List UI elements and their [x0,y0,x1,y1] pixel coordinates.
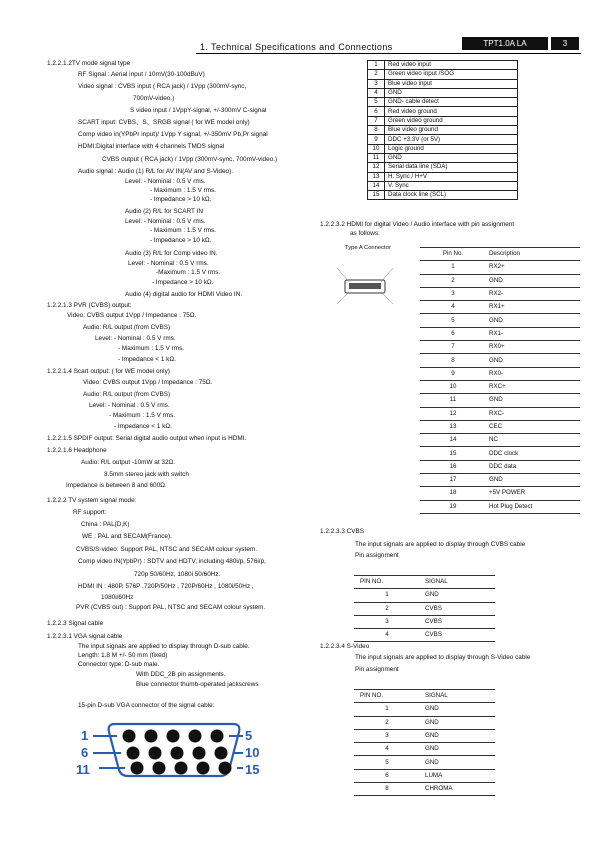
spec-line: CVBS output ( RCA jack) / 1Vpp (300mV-sync, 700mV-video.) [102,156,278,163]
spec-line: Audio (2) R/L for SCART IN [125,208,204,215]
spec-line: - Impedance > 10 kΩ. [150,237,212,244]
vga-label-1: 1 [81,728,89,743]
table-row [354,729,495,742]
pin-signal: CVBS [420,602,495,615]
pin-number: 9 [368,135,385,144]
pin-number: 1 [368,61,385,70]
pin-signal: Logic ground [385,144,518,153]
pin-signal: RXC+ [486,380,580,393]
vga-pin-15 [219,762,232,775]
pin-number: 7 [420,341,486,354]
table-row [420,460,580,473]
spec-line: HDMI:Digital interface with 4 channels TMDS signal [78,143,225,150]
cvbs-text: The input signals are applied to display through CVBS cable [355,541,526,548]
pin-signal: GND [420,703,495,716]
spec-line: Connector type: D-sub male. [78,661,160,668]
pin-number: 10 [368,144,385,153]
spec-line: - Impedance > 10 kΩ. [152,279,214,286]
pin-number: 17 [420,474,486,487]
pin-signal: GND [385,153,518,162]
pin-signal: CVBS [420,615,495,628]
spec-line: - Maximum : 1.5 V rms. [150,187,217,194]
pin-number: 6 [368,107,385,116]
pin-signal: DDC +3.3V (or 5V) [385,135,518,144]
spec-line: Video: CVBS output 1Vpp / Impedance : 75Ω. [67,312,197,319]
table-row [420,367,580,380]
pin-number: 14 [368,181,385,190]
pin-number: 4 [354,629,420,642]
page-number: 3 [551,37,579,50]
table-row [420,500,580,513]
vga-pin-4 [189,730,202,743]
table-row [354,783,495,796]
vga-pin-6 [127,747,140,760]
pin-signal: Blue video ground [385,126,518,135]
pin-number: 18 [420,487,486,500]
table-row [354,743,495,756]
pin-number: 19 [420,500,486,513]
spec-line: -Maximum : 1.5 V rms. [156,269,221,276]
table-row [368,70,518,79]
pin-number: 3 [368,79,385,88]
spec-line: Level: - Nominal : 0.5 V rms. [89,402,170,409]
model-badge: TPT1.0A LA [462,37,548,50]
pin-signal: GND [420,756,495,769]
spec-line: With DDC_2B pin assignments. [136,671,226,678]
hdmi-connector-diagram [325,254,405,310]
pin-signal: CEC [486,420,580,433]
table-row [420,261,580,274]
table-row [368,172,518,181]
pin-number: 7 [368,116,385,125]
spec-line: Comp video in(YPbPr input)/ 1Vpp Y signal, +/-350mV Pb,Pr signal [78,131,268,138]
pin-number: 6 [354,769,420,782]
table-row [420,354,580,367]
spec-line: Audio (3) R/L for Comp video IN. [125,250,218,257]
pin-number: 10 [420,380,486,393]
pin-number: 11 [368,153,385,162]
pin-number: 1 [420,261,486,274]
hdmi-connector-label: Type A Connector [345,245,391,251]
svideo-heading: 1.2.2.3.4 S-Video [320,643,370,650]
spec-line: Video signal : CVBS input ( RCA jack) / 1Vpp (300mV-sync, [78,83,247,90]
pin-number: 3 [420,287,486,300]
pin-signal: Green video ground [385,116,518,125]
spec-line: PVR (CVBS out) : Support PAL, NTSC and SECAM colour system. [76,604,266,611]
table-row [368,88,518,97]
table-row [368,153,518,162]
pin-number: 12 [420,407,486,420]
table-row [354,756,495,769]
pin-signal: Hot Plug Detect [486,500,580,513]
spec-line: RF Signal : Aerial input / 10mV(30-100dBuV) [78,71,205,78]
spec-line: Blue connector thumb-operated jackscrews [136,681,259,688]
pin-signal: RXC- [486,407,580,420]
pin-signal: GND [486,274,580,287]
spec-line: China : PAL(D,K) [81,521,130,528]
spec-line: HDMI IN : 480P, 576P ,720P/50Hz , 720P/60Hz , 1080i/50Hz , [78,583,254,590]
vga-pin-8 [171,747,184,760]
spec-line: 1.2.2.1.5 SPDIF output: Serial digital audio output when input is HDMI. [47,435,247,442]
pin-signal: GND [385,88,518,97]
spec-line: Comp video IN(YpbPr) : SDTV and HDTV, including 480i/p, 576i/p, [78,558,266,565]
table-row [420,341,580,354]
pin-signal: Red video input [385,61,518,70]
vga-label-11: 11 [76,762,90,777]
pin-signal: RX2- [486,287,580,300]
vga-label-10: 10 [245,745,260,760]
pin-number: 13 [368,172,385,181]
spec-line: - Maximum : 1.5 V rms. [150,227,217,234]
vga-label-5: 5 [245,728,253,743]
pin-number: 5 [368,98,385,107]
spec-line: Level: - Nominal : 0.5 V rms. [128,260,209,267]
pin-number: 9 [420,367,486,380]
pin-number: 1 [354,589,420,602]
pin-signal: CVBS [420,629,495,642]
pin-number: 8 [368,126,385,135]
svideo-pin-assignment: Pin assignment [355,666,399,673]
table-row [368,163,518,172]
spec-line: Audio (4) digital audio for HDMI Video IN. [125,291,243,298]
pin-number: 5 [354,756,420,769]
spec-line: 1.2.2.3 Signal cable [47,620,104,627]
vga-label-6: 6 [81,745,89,760]
vga-pin-1 [123,730,136,743]
svideo-col-pin: PIN NO. [354,690,420,703]
table-row [368,98,518,107]
svideo-text: The input signals are applied to display through S-Video cable [355,654,531,661]
spec-line: S video input / 1VppY-signal, +/-300mV C-signal [130,107,267,114]
pin-number: 4 [354,743,420,756]
pin-number: 14 [420,434,486,447]
spec-line: 1.2.2.1.2TV mode signal type [47,60,131,67]
pin-number: 4 [368,88,385,97]
spec-line: Level: - Nominal : 0.5 V rms. [125,218,206,225]
table-row [354,703,495,716]
pin-signal: Green video input /SOG [385,70,518,79]
pin-signal: V. Sync [385,181,518,190]
table-row [420,394,580,407]
pin-number: 16 [420,460,486,473]
table-row [368,126,518,135]
spec-line: WE : PAL and SECAM(France). [82,533,172,540]
header-rule [196,53,581,54]
table-row [420,314,580,327]
pin-signal: RX1- [486,327,580,340]
pin-number: 2 [420,274,486,287]
pin-number: 2 [354,602,420,615]
table-row [420,447,580,460]
pin-signal: GND [420,716,495,729]
pin-signal: GND- cable detect [385,98,518,107]
pin-number: 1 [354,703,420,716]
spec-line: The input signals are applied to display through D-sub cable. [78,643,250,650]
spec-line: - Maximum : 1.5 V rms. [109,412,176,419]
table-row [420,407,580,420]
pin-signal: RX0+ [486,341,580,354]
pin-number: 3 [354,729,420,742]
table-row [354,589,495,602]
spec-line: Audio: R/L output -10mW at 32Ω. [81,459,176,466]
pin-number: 2 [368,70,385,79]
spec-line: 720p 50/60Hz, 1080i 50/60Hz. [134,571,221,578]
pin-number: 4 [420,301,486,314]
pin-number: 13 [420,420,486,433]
spec-line: RF support: [73,509,107,516]
spec-line: Audio: R/L output (from CVBS) [83,391,171,398]
table-row [420,327,580,340]
hdmi-heading-cont: as follows: [350,230,380,237]
spec-line: - Maximum : 1.5 V rms. [118,345,185,352]
table-row [368,107,518,116]
table-row [368,144,518,153]
spec-line: Video: CVBS output 1Vpp / Impedance : 75Ω. [83,379,213,386]
vga-pin-11 [131,762,144,775]
vga-pin-13 [175,762,188,775]
spec-line: Impedance is between 8 and 600Ω. [66,482,167,489]
pin-number: 5 [420,314,486,327]
cvbs-pin-assignment: Pin assignment [355,552,399,559]
pin-signal: DDC clock [486,447,580,460]
spec-line: 1.2.2.1.3 PVR (CVBS) output: [47,302,132,309]
pin-signal: LUMA [420,769,495,782]
cvbs-heading: 1.2.2.3.3 CVBS [320,528,365,535]
spec-line: 1.2.2.3.1 VGA signal cable [47,633,123,640]
table-row [368,116,518,125]
svideo-pin-table [354,689,495,796]
spec-line: - Impedance < 1 kΩ. [118,356,176,363]
table-row [420,287,580,300]
pin-signal: Serial data line (SDA) [385,163,518,172]
pin-signal: Red video ground [385,107,518,116]
pin-signal: GND [486,314,580,327]
pin-signal: GND [486,394,580,407]
cvbs-pin-table [354,575,495,642]
col-description: Description [486,248,580,261]
pin-signal: NC [486,434,580,447]
page-title: 1. Technical Specifications and Connections [200,42,393,52]
spec-line: 1080i/60Hz [101,594,134,601]
hdmi-heading: 1.2.2.3.2 HDMI for digital Video / Audio interface with pin assignment [320,221,515,228]
pin-signal: +5V POWER [486,487,580,500]
spec-line: Length: 1.8 M +/- 50 mm (fixed) [78,652,168,659]
pin-signal: Blue video input [385,79,518,88]
table-row [420,301,580,314]
spec-line: Level: - Nominal : 0.5 V rms. [125,178,206,185]
spec-line: SCART input: CVBS、S、SRGB signal ( for WE model only) [78,119,250,126]
pin-number: 2 [354,716,420,729]
pin-number: 8 [420,354,486,367]
table-row [368,79,518,88]
pin-number: 15 [420,447,486,460]
table-row [368,61,518,70]
pin-signal: CHROMA [420,783,495,796]
table-row [354,615,495,628]
pin-signal: GND [420,729,495,742]
spec-line: CVBS/S-video: Support PAL, NTSC and SECAM colour system. [76,546,258,553]
pin-signal: Data clock line (SCL) [385,191,518,200]
table-row [420,420,580,433]
vga-pin-12 [153,762,166,775]
spec-line: 1.2.2.1.6 Headphone [47,447,107,454]
table-row [368,135,518,144]
spec-line: Audio: R/L output (from CVBS) [83,324,171,331]
spec-line: - Impedance < 1 kΩ. [114,423,172,430]
table-row [420,487,580,500]
col-pin-no: Pin No. [420,248,486,261]
vga-pin-7 [149,747,162,760]
table-row [354,716,495,729]
spec-line: 700mV-video.) [133,95,175,102]
pin-signal: H. Sync / H+V [385,172,518,181]
spec-line: 3.5mm stereo jack with switch [104,471,189,478]
vga-pin-10 [215,747,228,760]
spec-line: Audio signal : Audio (1) R/L for AV IN(AV and S-Video). [78,168,233,175]
pin-number: 12 [368,163,385,172]
table-row [354,602,495,615]
pin-number: 15 [368,191,385,200]
pin-number: 8 [354,783,420,796]
spec-line: Level: - Nominal : 0.5 V rms. [95,335,176,342]
vga-pin-5 [211,730,224,743]
spec-line: - Impedance > 10 kΩ. [150,196,212,203]
svideo-col-signal: SIGNAL [420,690,495,703]
table-row [368,191,518,200]
spec-line: 15-pin D-sub VGA connector of the signal cable: [78,702,215,709]
spec-line: 1.2.2.2 TV system signal mode: [47,497,137,504]
pin-signal: RX1+ [486,301,580,314]
pin-number: 11 [420,394,486,407]
pin-number: 6 [420,327,486,340]
table-row [354,769,495,782]
hdmi-pin-table [420,247,580,514]
vga-label-15: 15 [245,762,260,777]
spec-line: 1.2.2.1.4 Scart output: ( for WE model only) [47,368,170,375]
vga-pin-2 [145,730,158,743]
table-row [368,181,518,190]
table-row [420,380,580,393]
pin-signal: RX2+ [486,261,580,274]
table-row [420,434,580,447]
vga-pin-table [367,60,518,200]
pin-signal: GND [420,743,495,756]
table-row [420,474,580,487]
pin-signal: GND [486,474,580,487]
table-row [420,274,580,287]
pin-signal: DDC data [486,460,580,473]
hdmi-contacts [349,283,381,289]
cvbs-col-pin: PIN NO. [354,576,420,589]
pin-signal: GND [420,589,495,602]
cvbs-col-signal: SIGNAL [420,576,495,589]
table-row [354,629,495,642]
vga-pin-9 [193,747,206,760]
vga-pin-3 [167,730,180,743]
vga-pin-14 [197,762,210,775]
pin-number: 3 [354,615,420,628]
pin-signal: GND [486,354,580,367]
pin-signal: RX0- [486,367,580,380]
vga-connector-diagram [75,718,265,780]
